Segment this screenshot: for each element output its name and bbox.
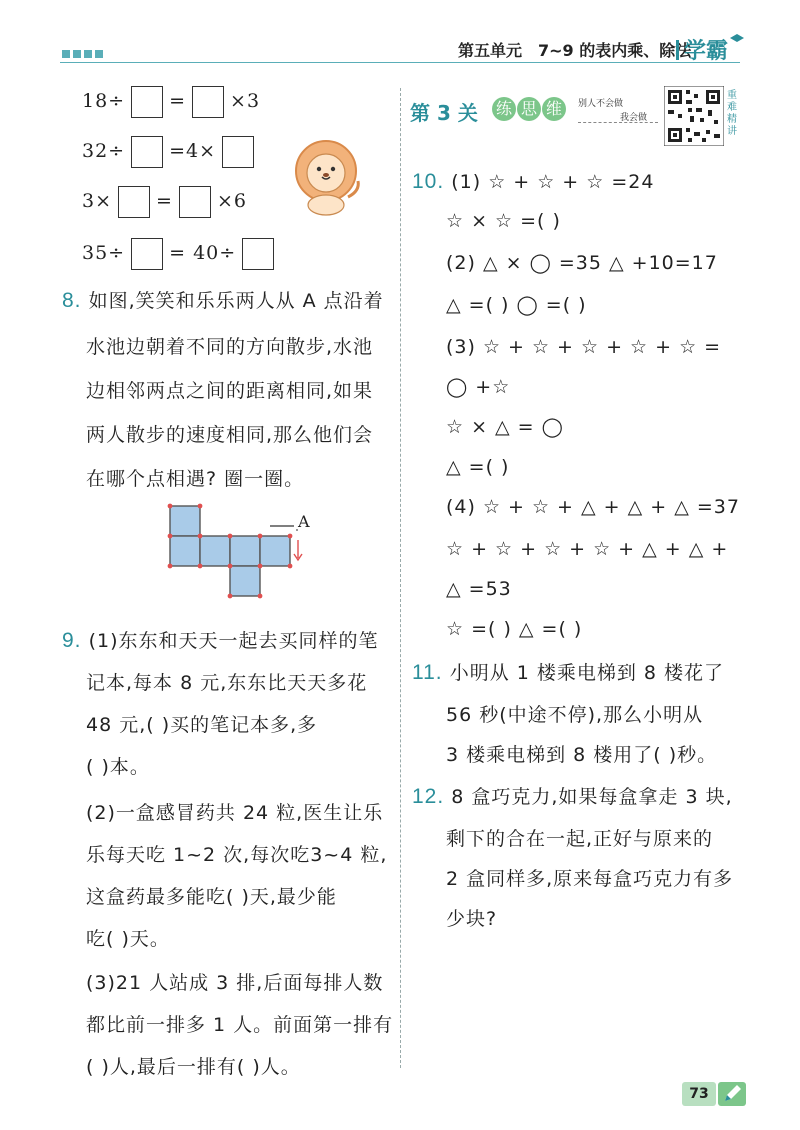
question-10-line: ☆ =( ) △ =( ): [446, 618, 583, 640]
answer-box[interactable]: [179, 186, 211, 218]
qr-label: 重 难 精 讲: [727, 90, 737, 137]
equation-3: 3× = ×6: [82, 186, 247, 218]
section-title: 第 3 关: [410, 101, 478, 125]
header-deco: [62, 50, 70, 58]
question-10-line: △ =( ): [446, 456, 510, 478]
question-10-line: △ =( ) ◯ =( ): [446, 294, 587, 316]
answer-box[interactable]: [118, 186, 150, 218]
pencil-icon: [718, 1080, 746, 1108]
question-9-line: 这盒药最多能吃( )天,最少能: [86, 886, 337, 908]
question-8-line: 在哪个点相遇? 圈一圈。: [86, 468, 305, 490]
answer-box[interactable]: [242, 238, 274, 270]
section-title-badge: 练 思 维: [492, 97, 567, 121]
question-11-line: 3 楼乘电梯到 8 楼用了( )秒。: [446, 744, 718, 766]
equation-2: 32÷ =4×: [82, 136, 260, 168]
question-10-line: ☆ + ☆ + ☆ + ☆ + △ + △ +: [446, 538, 729, 560]
answer-box[interactable]: [131, 86, 163, 118]
question-12-line: 少块?: [446, 908, 498, 930]
answer-box[interactable]: [131, 136, 163, 168]
question-10-line: (2) △ × ◯ =35 △ +10=17: [446, 252, 718, 274]
question-12: 12. 8 盒巧克力,如果每盒拿走 3 块,: [412, 785, 733, 808]
equation-1: 18÷ = ×3: [82, 86, 260, 118]
equation-4: 35÷ = 40÷: [82, 238, 280, 270]
question-10-line: (3) ☆ + ☆ + ☆ + ☆ + ☆ =: [446, 336, 722, 358]
question-9: 9. (1)东东和天天一起去买同样的笔: [62, 629, 379, 652]
header-deco: [95, 50, 103, 58]
cap-icon: [729, 32, 745, 48]
question-10-line: ☆ × ☆ =( ): [446, 210, 561, 232]
question-10-line: ◯ +☆: [446, 376, 511, 398]
lion-illustration: [286, 135, 366, 217]
question-9-line: 记本,每本 8 元,东东比天天多花: [86, 672, 368, 694]
brand-logo: 学霸: [684, 39, 729, 64]
header-separator: [676, 40, 679, 60]
question-9-line: 吃( )天。: [86, 928, 170, 950]
question-10-line: ☆ × △ = ◯: [446, 416, 564, 438]
question-9-line: 48 元,( )买的笔记本多,多: [86, 714, 318, 736]
question-12-line: 剩下的合在一起,正好与原来的: [446, 828, 714, 850]
header-deco: [73, 50, 81, 58]
point-a-label: A: [298, 512, 310, 531]
question-8: 8. 如图,笑笑和乐乐两人从 A 点沿着: [62, 289, 384, 312]
question-8-line: 水池边朝着不同的方向散步,水池: [86, 336, 374, 358]
qr-code-icon[interactable]: [664, 86, 724, 146]
answer-box[interactable]: [222, 136, 254, 168]
question-8-line: 边相邻两点之间的距离相同,如果: [86, 380, 374, 402]
column-divider: [400, 88, 401, 1068]
question-9-line: 乐每天吃 1~2 次,每次吃3~4 粒,: [86, 844, 388, 866]
pool-diagram: [160, 496, 320, 606]
section-note-1: 别人不会做: [578, 99, 624, 109]
question-11: 11. 小明从 1 楼乘电梯到 8 楼花了: [412, 661, 725, 684]
question-9-line: (2)一盒感冒药共 24 粒,医生让乐: [86, 802, 384, 824]
question-9-line: 都比前一排多 1 人。前面第一排有: [86, 1014, 394, 1036]
answer-box[interactable]: [192, 86, 224, 118]
question-10-line: (4) ☆ + ☆ + △ + △ + △ =37: [446, 496, 740, 518]
question-12-line: 2 盒同样多,原来每盒巧克力有多: [446, 868, 734, 890]
header-topic: 7~9 的表内乘、除法: [538, 41, 692, 60]
question-10-line: △ =53: [446, 578, 512, 600]
header-deco: [84, 50, 92, 58]
header-rule: [60, 62, 740, 63]
header-unit: 第五单元: [458, 41, 523, 60]
section-note-rule: [578, 122, 658, 123]
page-number: 73: [682, 1082, 716, 1106]
section-note-2: 我会做: [620, 113, 648, 123]
answer-box[interactable]: [131, 238, 163, 270]
question-11-line: 56 秒(中途不停),那么小明从: [446, 704, 704, 726]
question-9-line: ( )本。: [86, 756, 150, 778]
question-9-line: (3)21 人站成 3 排,后面每排人数: [86, 972, 384, 994]
question-8-line: 两人散步的速度相同,那么他们会: [86, 424, 374, 446]
question-9-line: ( )人,最后一排有( )人。: [86, 1056, 301, 1078]
question-10: 10. (1) ☆ + ☆ + ☆ =24: [412, 170, 655, 193]
